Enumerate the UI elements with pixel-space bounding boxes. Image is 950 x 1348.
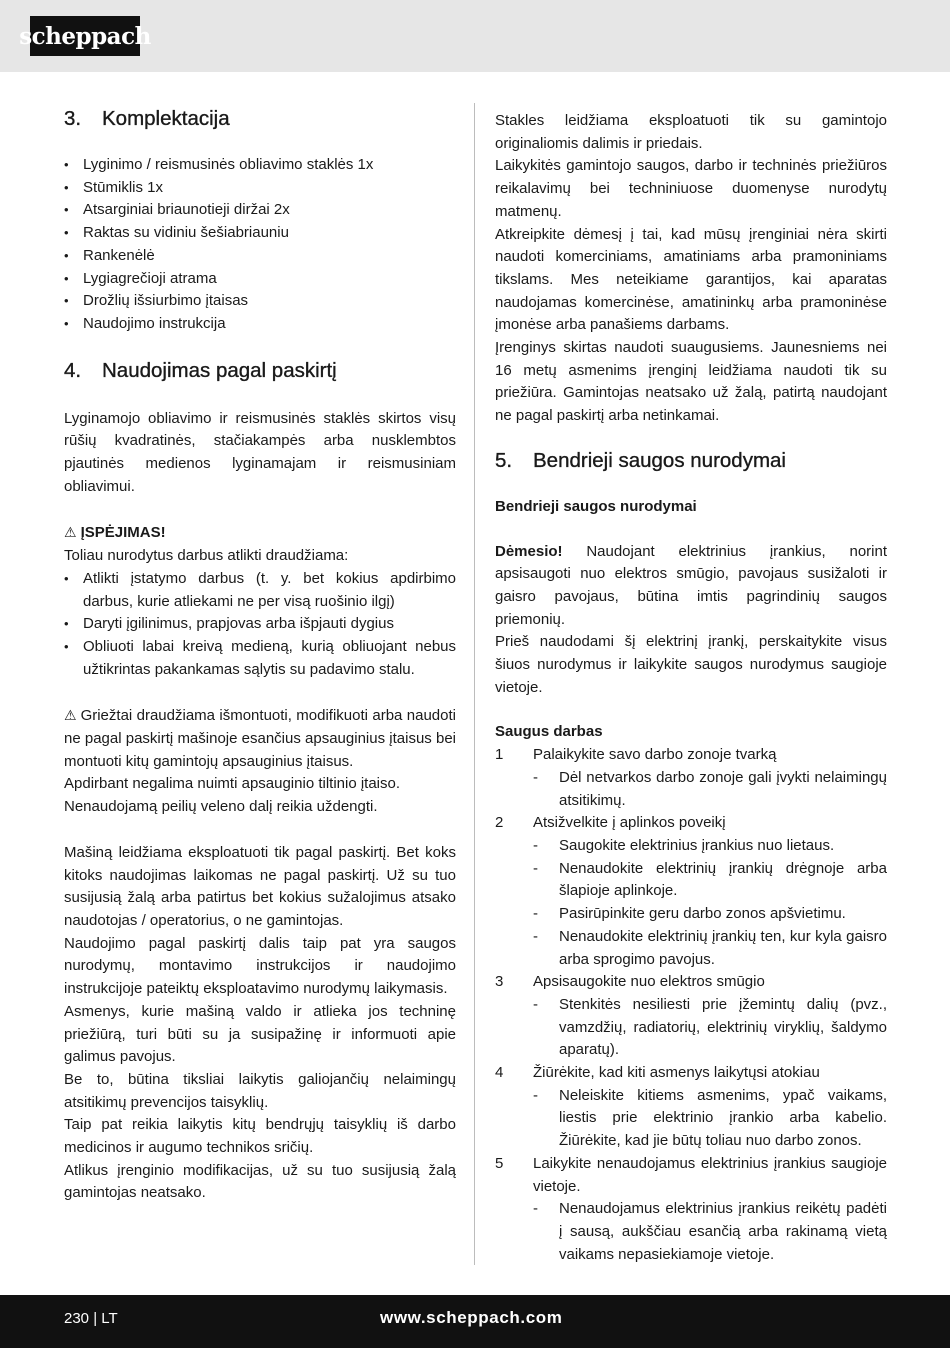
warning-triangle-icon: ⚠	[64, 524, 77, 541]
item-text: Žiūrėkite, kad kiti asmenys laikytųsi atokiau	[533, 1064, 820, 1082]
section-title: Bendrieji saugos nurodymai	[533, 448, 786, 472]
attention-paragraph	[495, 541, 887, 632]
list-item: • Obliuoti labai kreivą medieną, kurią obliuojant nebus užtikrintas pakankamas sąlytis su padavimo stalu.	[64, 636, 456, 681]
dash: -	[533, 859, 538, 877]
dash: -	[533, 1200, 538, 1218]
scope-of-delivery-list	[64, 154, 456, 336]
warning-triangle-icon: ⚠	[64, 707, 77, 724]
list-item: • Atsarginiai briaunotieji diržai 2x	[64, 199, 456, 222]
paragraph: Naudojimo pagal paskirtį dalis taip pat yra saugos nurodymų, montavimo instrukcijos ir naudojimo instrukcijoje pateiktų eksploatavimo nurodymų laikymasis.	[64, 934, 456, 998]
paragraph: Be to, būtina tiksliai laikytis galiojančių nelaimingų atsitikimų prevencijos taisyklių.	[64, 1070, 456, 1111]
item-number: 3	[495, 973, 504, 991]
dash-text: Nenaudokite elektrinių įrankių ten, kur kyla gaisro arba sprogimo pavojus.	[559, 927, 887, 968]
column-divider	[474, 103, 475, 1265]
paragraph: Laikykitės gamintojo saugos, darbo ir techninės priežiūros reikalavimų bei techniniuose duomenyse nurodytų matmenų.	[495, 157, 887, 220]
section-3-heading	[64, 104, 456, 134]
dash-item	[495, 835, 887, 858]
numbered-item	[495, 812, 887, 835]
section-number: 3.	[64, 107, 82, 130]
paragraph: Atlikus įrenginio modifikacijas, už su tuo susijusią žalą gamintojas neatsako.	[64, 1161, 456, 1202]
list-item: • Rankenėlė	[64, 245, 456, 268]
safe-work-title: Saugus darbas	[495, 723, 603, 741]
list-item: • Stūmiklis 1x	[64, 177, 456, 200]
dash-text: Neleiskite kitiems asmenims, ypač vaikams, liestis prie elektrinio įrankio arba kabelio. Žiūrėkite, kad jie būtų toliau nuo darbo zonos.	[559, 1086, 887, 1150]
list-item: • Atlikti įstatymo darbus (t. y. bet kokius apdirbimo darbus, kurie atliekami ne per visą ruošinio ilgį)	[64, 568, 456, 613]
list-item: • Raktas su vidiniu šešiabriauniu	[64, 222, 456, 245]
caution-paragraph	[64, 704, 456, 773]
dash-text: Nenaudokite elektrinių įrankių drėgnoje arba šlapioje aplinkoje.	[559, 859, 887, 900]
dash-item	[495, 858, 887, 903]
dash: -	[533, 836, 538, 854]
item-number: 1	[495, 746, 504, 764]
dash: -	[533, 927, 538, 945]
numbered-item	[495, 1062, 887, 1085]
website-link[interactable]: www.scheppach.com	[380, 1308, 563, 1327]
numbered-item	[495, 971, 887, 994]
dash-item	[495, 1085, 887, 1153]
section-number: 5.	[495, 448, 513, 472]
dash-text: Dėl netvarkos darbo zonoje gali įvykti nelaimingų atsitikimų.	[559, 768, 887, 809]
item-text: Apsisaugokite nuo elektros smūgio	[533, 973, 765, 991]
dash-item	[495, 767, 887, 812]
intended-use-intro: Lyginamojo obliavimo ir reismusinės staklės skirtos visų rūšių kvadratinės, stačiakampės arba nusklembtos pjautinės medienos lyginamajam ir reismusiniam obliavimui.	[64, 409, 456, 495]
paragraph: Prieš naudodami šį elektrinį įrankį, perskaitykite visus šiuos nurodymus ir laikykite saugos nurodymus saugioje vietoje.	[495, 633, 887, 696]
dash-item	[495, 994, 887, 1062]
dash-text: Nenaudojamus elektrinius įrankius reikėtų padėti į sausą, aukščiau esančią arba rakinamą vietą vaikams nepasiekiamoje vietoje.	[559, 1200, 887, 1263]
paragraph: Apdirbant negalima nuimti apsauginio tiltinio įtaiso.	[64, 775, 401, 793]
item-number: 5	[495, 1154, 504, 1172]
paragraph: Stakles leidžiama eksploatuoti tik su gamintojo originaliomis dalimis ir priedais.	[495, 112, 887, 152]
section-title: Naudojimas pagal paskirtį	[102, 358, 337, 382]
attention-text: Naudojant elektrinius įrankius, norint apsisaugoti nuo elektros smūgio, pavojaus susižaloti ir gaisro pavojaus, būtina imtis pagrindinių saugos priemonių.	[495, 542, 887, 628]
item-text: Atsižvelkite į aplinkos poveikį	[533, 814, 726, 832]
list-item: • Daryti įgilinimus, prapjovas arba išpjauti dygius	[64, 613, 456, 636]
section-4-heading	[64, 356, 456, 386]
dash-item	[495, 1198, 887, 1266]
dash-text: Saugokite elektrinius įrankius nuo lietaus.	[559, 836, 835, 854]
left-column	[64, 100, 456, 1205]
paragraph: Taip pat reikia laikytis kitų bendrųjų taisyklių iš darbo medicinos ir augumo technikos sričių.	[64, 1116, 456, 1157]
subsection-title: Bendrieji saugos nurodymai	[495, 497, 697, 515]
warning-title: ĮSPĖJIMAS!	[80, 524, 166, 542]
dash-text: Stenkitės nesiliesti prie įžemintų dalių (pvz., vamzdžių, radiatorių, elektrinių viryklių, šaldymo aparatų).	[559, 995, 887, 1059]
dash-item	[495, 903, 887, 926]
list-item: • Lyginimo / reismusinės obliavimo staklės 1x	[64, 154, 456, 177]
warning-heading	[64, 521, 456, 545]
dash: -	[533, 905, 538, 923]
section-title: Komplektacija	[102, 107, 230, 130]
section-number: 4.	[64, 358, 82, 382]
paragraph: Nenaudojamą peilių veleno dalį reikia uždengti.	[64, 798, 378, 816]
warning-lead: Toliau nurodytus darbus atlikti draudžiama:	[64, 547, 349, 565]
paragraph: Įrenginys skirtas naudoti suaugusiems. Jaunesniems nei 16 metų asmenims įrenginį leidžiama naudoti tik su priežiūra. Gamintojas neatsako už žalą, patirtą naudojant ne pagal paskirtį arba netinkamai.	[495, 339, 887, 425]
list-item: • Drožlių išsiurbimo įtaisas	[64, 290, 456, 313]
item-number: 2	[495, 814, 504, 832]
header-band	[0, 0, 950, 72]
dash: -	[533, 1086, 538, 1104]
dash-text: Pasirūpinkite geru darbo zonos apšvietimu.	[559, 905, 846, 923]
caution-text: Griežtai draudžiama išmontuoti, modifikuoti arba naudoti ne pagal paskirtį mašinoje esančius apsauginius įtaisus bei montuoti kitų gamintojų apsauginius įtaisus.	[64, 707, 456, 770]
section-5-heading	[495, 446, 887, 476]
numbered-item	[495, 1153, 887, 1198]
item-number: 4	[495, 1064, 504, 1082]
footer-band	[0, 1295, 950, 1348]
paragraph: Atkreipkite dėmesį į tai, kad mūsų įrenginiai nėra skirti naudoti komerciniams, amatiniams arba pramoniniams tikslams. Mes neteikiame garantijos, kai aparatas naudojamas komercinėse, amatininkų arba pramoninėse įmonėse arba panašiems darbams.	[495, 225, 887, 334]
list-item: • Naudojimo instrukcija	[64, 313, 456, 336]
list-item: • Lygiagrečioji atrama	[64, 268, 456, 291]
item-text: Laikykite nenaudojamus elektrinius įrankius saugioje vietoje.	[533, 1154, 887, 1195]
dash: -	[533, 768, 538, 786]
dash-item	[495, 926, 887, 971]
item-text: Palaikykite savo darbo zonoje tvarką	[533, 746, 777, 764]
paragraph: Asmenys, kurie mašiną valdo ir atlieka jos techninę priežiūrą, turi būti su ja susipažinę ir informuoti apie galimus pavojus.	[64, 1002, 456, 1066]
attention-label: Dėmesio!	[495, 542, 563, 560]
page-number: 230 | LT	[64, 1310, 118, 1327]
numbered-item	[495, 744, 887, 767]
right-column	[495, 110, 887, 1266]
paragraph: Mašiną leidžiama eksploatuoti tik pagal paskirtį. Bet koks kitoks naudojimas laikomas ne pagal paskirtį. Už su tuo susijusią žalą arba patirtus bet kokius sužalojimus atsako naudotojas / operatorius, o ne gamintojas.	[64, 843, 456, 929]
dash: -	[533, 995, 538, 1013]
prohibited-work-list	[64, 568, 456, 682]
scheppach-logo: scheppach	[30, 16, 140, 56]
